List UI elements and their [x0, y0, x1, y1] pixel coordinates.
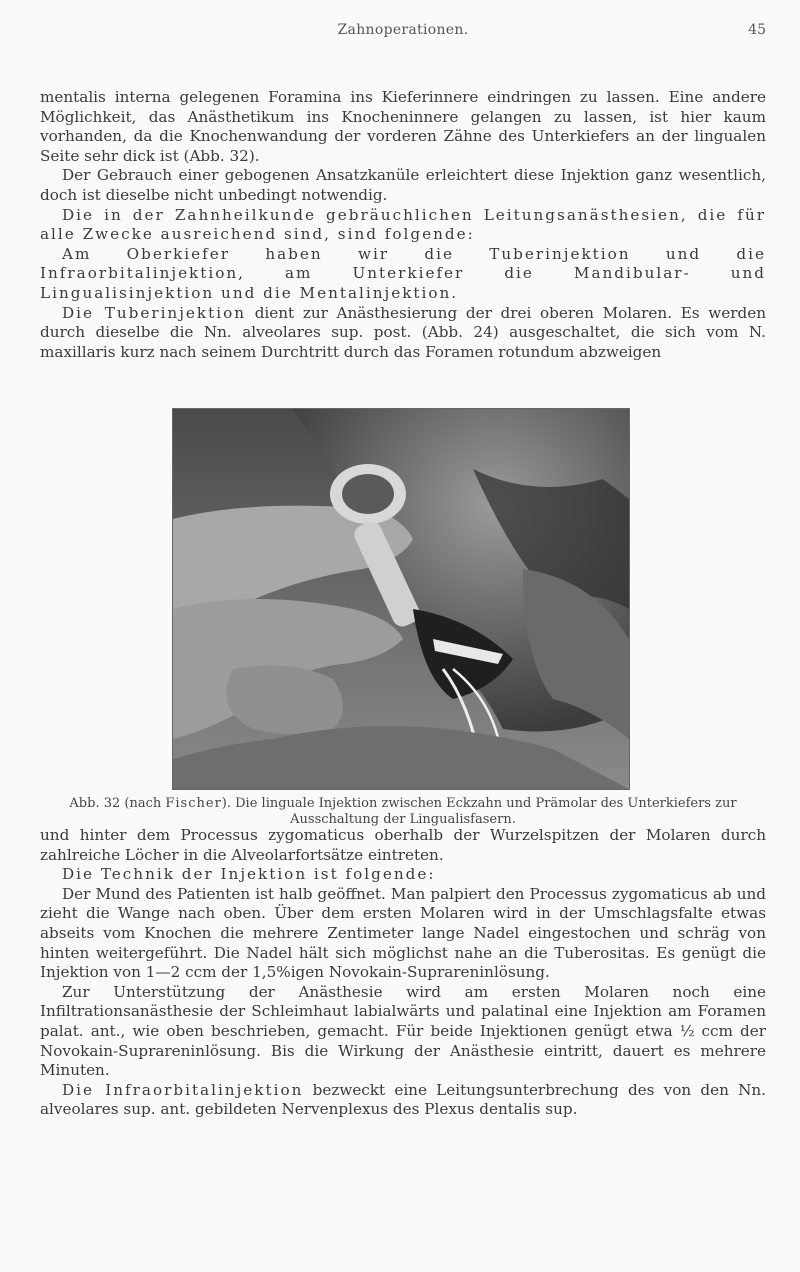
page-number: 45	[748, 22, 766, 38]
paragraph-spaced: Am Oberkiefer haben wir die Tuberinjektion und die Infraorbitalinjektion, am Unterkiefer die Mandibular- und Lingualisinjektion und die Mentalinjektion.	[40, 244, 766, 302]
paragraph: mentalis interna gelegenen Foramina ins Kieferinnere eindringen zu lassen. Eine andere Möglichkeit, das Anästhetikum ins Knocheninnere gelangen zu lassen, ist hier kaum vorhanden, da die Knochenwandung der vorderen Zähne des Unterkiefers an der lingualen Seite sehr dick ist (Abb. 32).	[40, 88, 766, 165]
paragraph-continuation: bezweckt eine Leitungsunterbrechung des von den Nn. alveolares sup. ant. gebildeten Nervenplexus des Plexus dentalis sup.	[40, 1080, 766, 1119]
paragraph	[40, 304, 766, 363]
body-text-top	[40, 88, 766, 362]
paragraph: Der Gebrauch einer gebogenen Ansatzkanüle erleichtert diese Injektion ganz wesentlich, doch ist dieselbe nicht unbedingt notwendig.	[40, 166, 766, 204]
caption-label: Abb. 32 (nach	[69, 796, 166, 811]
figure-caption	[40, 796, 766, 828]
body-text-bottom	[40, 826, 766, 1120]
running-head	[40, 22, 766, 42]
injection-photo-illustration	[173, 409, 629, 789]
term-infraorbitalinjektion: Die Infraorbitalinjektion	[62, 1080, 304, 1099]
running-title: Zahnoperationen.	[337, 22, 469, 38]
paragraph	[40, 1081, 766, 1120]
paragraph-spaced: Die in der Zahnheilkunde gebräuchlichen Leitungsanästhesien, die für alle Zwecke ausreichend sind, sind folgende:	[40, 205, 766, 244]
paragraph-spaced: Die Technik der Injektion ist folgende:	[62, 865, 436, 884]
term-tuberinjektion: Die Tuberinjektion	[62, 303, 247, 322]
caption-text: ). Die linguale Injektion zwischen Eckzahn und Prämolar des Unterkiefers zur Ausschaltung der Lingualisfasern.	[221, 796, 737, 827]
paragraph: Der Mund des Patienten ist halb geöffnet. Man palpiert den Processus zygomaticus ab und zieht die Wange nach oben. Über dem ersten Molaren wird in der Umschlagsfalte etwas abseits vom Knochen die mehrere Zentimeter lange Nadel eingestochen und schräg von hinten weitergeführt. Die Nadel hält sich möglichst nahe an die Tuberositas. Es genügt die Injektion von 1—2 ccm der 1,5%igen Novokain-Suprareninlösung.	[40, 884, 766, 982]
paragraph: und hinter dem Processus zygomaticus oberhalb der Wurzelspitzen der Molaren durch zahlreiche Löcher in die Alveolarfortsätze eintreten.	[40, 826, 766, 864]
paragraph-continuation: dient zur Anästhesierung der drei oberen Molaren. Es werden durch dieselbe die Nn. alveolares sup. post. (Abb. 24) ausgeschaltet, die sich vom N. maxillaris kurz nach seinem Durchtritt durch das Foramen rotundum abzweigen	[40, 303, 766, 361]
figure-photo	[172, 408, 630, 790]
caption-author: Fischer	[165, 796, 222, 811]
paragraph: Zur Unterstützung der Anästhesie wird am ersten Molaren noch eine Infiltrationsanästhesie der Schleimhaut labialwärts und palatinal eine Injektion am Foramen palat. ant., wie oben beschrieben, gemacht. Für beide Injektionen genügt etwa ½ ccm der Novokain-Suprareninlösung. Bis die Wirkung der Anästhesie eintritt, dauert es mehrere Minuten.	[40, 982, 766, 1080]
